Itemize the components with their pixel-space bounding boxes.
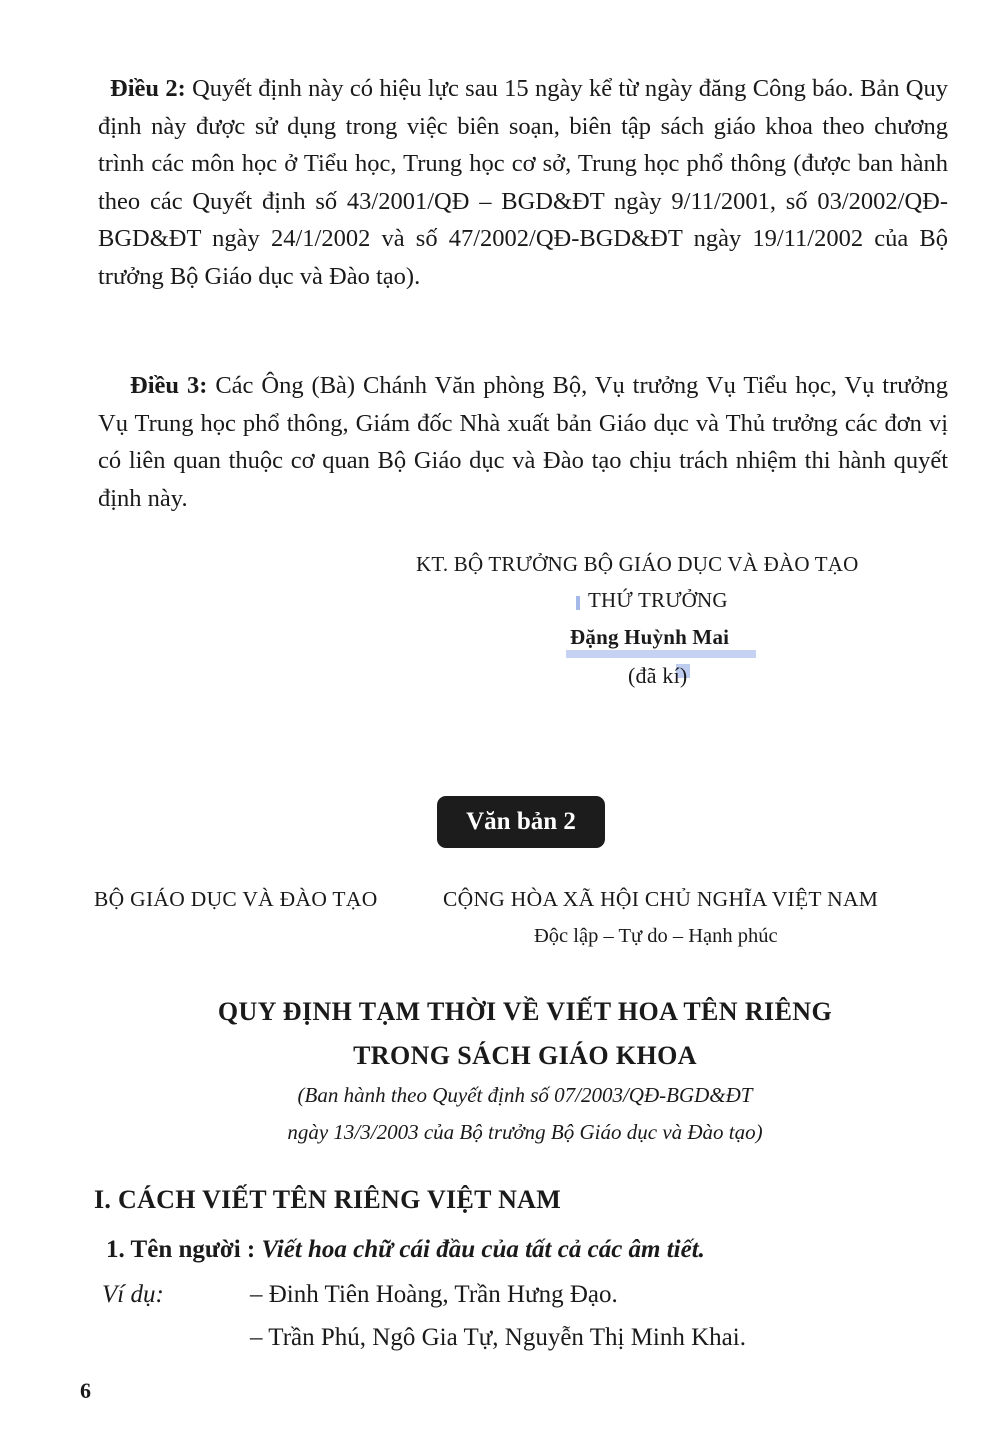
rule-item-1-label: 1. Tên người : — [106, 1236, 256, 1263]
article-3-label: Điều 3: — [130, 372, 208, 399]
rule-item-1 — [106, 1236, 705, 1264]
rule-item-1-text: Viết hoa chữ cái đầu của tất cả các âm tiết. — [255, 1236, 705, 1263]
ministry-header: BỘ GIÁO DỤC VÀ ĐÀO TẠO — [94, 887, 378, 911]
document-subtitle-line-1: (Ban hành theo Quyết định số 07/2003/QĐ-BGD&ĐT — [297, 1083, 753, 1107]
section-badge: Văn bản 2 — [437, 796, 605, 848]
signature-role: THỨ TRƯỞNG — [588, 588, 728, 612]
national-motto: Độc lập – Tự do – Hạnh phúc — [534, 925, 778, 947]
signature-name: Đặng Huỳnh Mai — [570, 625, 730, 649]
stamp-mark — [566, 650, 756, 658]
example-line-2: – Trần Phú, Ngô Gia Tự, Nguyễn Thị Minh Khai. — [250, 1324, 746, 1351]
page-number: 6 — [80, 1378, 91, 1403]
section-heading: I. CÁCH VIẾT TÊN RIÊNG VIỆT NAM — [94, 1185, 562, 1214]
article-2-text: Quyết định này có hiệu lực sau 15 ngày kể từ ngày đăng Công báo. Bản Quy định này được sử dụng trong việc biên soạn, biên tập sách giáo khoa theo chương trình các môn học ở Tiểu học, Trung học cơ sở, Trung học phổ thông (được ban hành theo các Quyết định số 43/2001/QĐ – BGD&ĐT ngày 9/11/2001, số 03/2002/QĐ-BGD&ĐT ngày 24/1/2002 và số 47/2002/QĐ-BGD&ĐT ngày 19/11/2002 của Bộ trưởng Bộ Giáo dục và Đào tạo). — [98, 75, 948, 290]
example-line-1: – Đinh Tiên Hoàng, Trần Hưng Đạo. — [250, 1281, 618, 1308]
republic-header: CỘNG HÒA XÃ HỘI CHỦ NGHĨA VIỆT NAM — [443, 887, 879, 911]
article-3-text: Các Ông (Bà) Chánh Văn phòng Bộ, Vụ trưởng Vụ Tiểu học, Vụ trưởng Vụ Trung học phổ thông, Giám đốc Nhà xuất bản Giáo dục và Thủ trưởng các đơn vị có liên quan thuộc cơ quan Bộ Giáo dục và Đào tạo chịu trách nhiệm thi hành quyết định này. — [98, 372, 948, 512]
example-label: Ví dụ: — [102, 1281, 164, 1308]
article-3-paragraph — [98, 367, 948, 517]
document-title-line-2: TRONG SÁCH GIÁO KHOA — [353, 1041, 697, 1070]
stamp-mark — [576, 596, 580, 610]
document-subtitle-line-2: ngày 13/3/2003 của Bộ trưởng Bộ Giáo dục và Đào tạo) — [287, 1120, 763, 1144]
article-2-label: Điều 2: — [110, 75, 186, 102]
signature-signed-note: (đã kí) — [628, 663, 688, 688]
document-title-line-1: QUY ĐỊNH TẠM THỜI VỀ VIẾT HOA TÊN RIÊNG — [217, 997, 833, 1026]
signature-title: KT. BỘ TRƯỞNG BỘ GIÁO DỤC VÀ ĐÀO TẠO — [416, 552, 859, 576]
article-2-paragraph — [98, 70, 948, 295]
